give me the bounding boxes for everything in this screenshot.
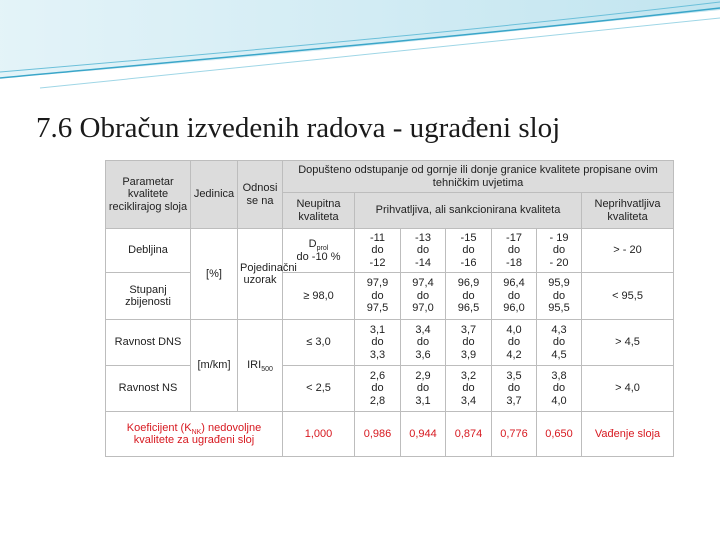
ns-cell-4: 3,5 do 3,7 — [492, 366, 537, 412]
footer-value-6: 0,650 — [537, 412, 582, 457]
row-label-debljina: Debljina — [106, 229, 191, 273]
dns-cell-5: 4,3 do 4,5 — [537, 320, 582, 366]
dns-cell-3: 3,7 do 3,9 — [446, 320, 492, 366]
applies-to-pojedinacni-uzorak: Pojedinačni uzorak — [238, 229, 283, 320]
header-parametar: Parametar kvalitete reciklirajog sloja — [106, 161, 191, 229]
footer-value-3: 0,944 — [401, 412, 446, 457]
dprol-symbol: $D_{prol}$ — [308, 238, 329, 253]
header-wave-fill — [0, 0, 720, 78]
debljina-cell-2: -13 do -14 — [401, 229, 446, 273]
row-label-ravnost-dns: Ravnost DNS — [106, 320, 191, 366]
ns-cell-2: 2,9 do 3,1 — [401, 366, 446, 412]
dns-cell-1: 3,1 do 3,3 — [355, 320, 401, 366]
stupanj-cell-2: 97,4 do 97,0 — [401, 273, 446, 320]
debljina-cell-4: -17 do -18 — [492, 229, 537, 273]
footer-vadjenje-sloja: Vađenje sloja — [582, 412, 674, 457]
debljina-cell-5: - 19 do - 20 — [537, 229, 582, 273]
ns-cell-5: 3,8 do 4,0 — [537, 366, 582, 412]
ns-cell-1: 2,6 do 2,8 — [355, 366, 401, 412]
unit-m-km: [m/km] — [191, 320, 238, 412]
header-neupitna: Neupitna kvaliteta — [283, 193, 355, 229]
header-neprihvatljiva: Neprihvatljiva kvaliteta — [582, 193, 674, 229]
dns-neprihvatljiva: > 4,5 — [582, 320, 674, 366]
unit-percent: [%] — [191, 229, 238, 320]
slide-title: 7.6 Obračun izvedenih radova - ugrađeni sloj — [36, 112, 561, 144]
ns-neprihvatljiva: > 4,0 — [582, 366, 674, 412]
debljina-cell-1: -11 do -12 — [355, 229, 401, 273]
dns-neupitna: ≤ 3,0 — [283, 320, 355, 366]
footer-koeficijent-label: Koeficijent $(K_{NK})$ nedovoljne kvalitete za ugrađeni sloj — [106, 412, 283, 457]
stupanj-cell-4: 96,4 do 96,0 — [492, 273, 537, 320]
row-label-stupanj-zbijenosti: Stupanj zbijenosti — [106, 273, 191, 320]
stupanj-cell-1: 97,9 do 97,5 — [355, 273, 401, 320]
ns-neupitna: < 2,5 — [283, 366, 355, 412]
dns-cell-2: 3,4 do 3,6 — [401, 320, 446, 366]
header-prihvatljiva: Prihvatljiva, ali sankcionirana kvaliteta — [355, 193, 582, 229]
header-odnosi-se-na: Odnosi se na — [238, 161, 283, 229]
ns-cell-3: 3,2 do 3,4 — [446, 366, 492, 412]
debljina-neupitna-value: do -10 % — [296, 250, 341, 263]
debljina-cell-3: -15 do -16 — [446, 229, 492, 273]
quality-table — [105, 160, 674, 457]
stupanj-cell-3: 96,9 do 96,5 — [446, 273, 492, 320]
stupanj-neprihvatljiva: < 95,5 — [582, 273, 674, 320]
dns-cell-4: 4,0 do 4,2 — [492, 320, 537, 366]
stupanj-neupitna: ≥ 98,0 — [283, 273, 355, 320]
footer-value-1: 1,000 — [283, 412, 355, 457]
header-jedinica: Jedinica — [191, 161, 238, 229]
footer-value-4: 0,874 — [446, 412, 492, 457]
quality-table-container — [105, 160, 673, 456]
applies-to-iri500: $IRI_{500}$ — [238, 320, 283, 412]
row-label-ravnost-ns: Ravnost NS — [106, 366, 191, 412]
header-dopusteno-odstupanje: Dopušteno odstupanje od gornje ili donje granice kvalitete propisane ovim tehničkim uvjetima — [283, 161, 674, 193]
debljina-neprihvatljiva: > - 20 — [582, 229, 674, 273]
decorative-header-waves — [0, 0, 720, 90]
stupanj-cell-5: 95,9 do 95,5 — [537, 273, 582, 320]
footer-value-2: 0,986 — [355, 412, 401, 457]
footer-value-5: 0,776 — [492, 412, 537, 457]
